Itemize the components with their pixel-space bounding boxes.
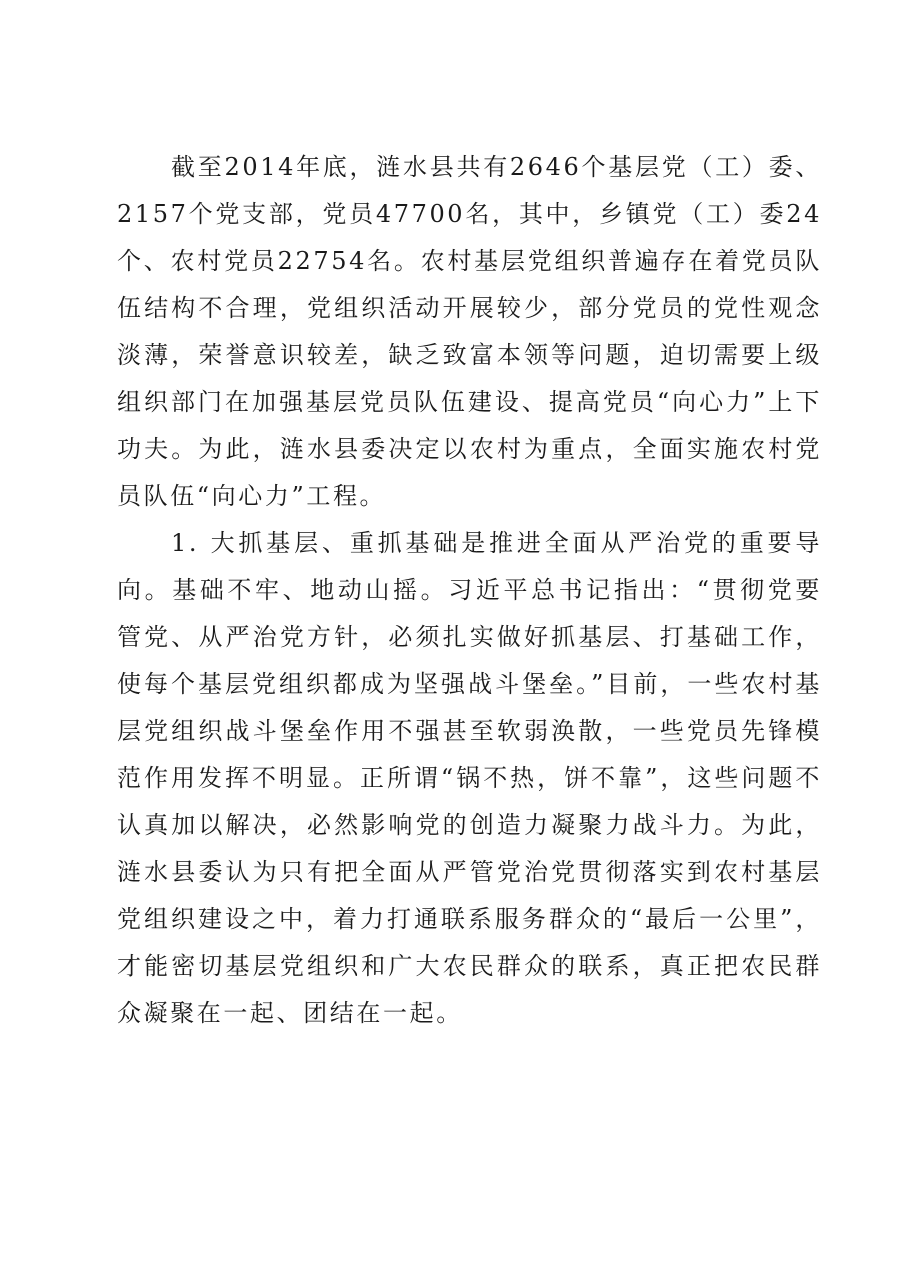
paragraph-intro: 截至2014年底，涟水县共有2646个基层党（工）委、2157个党支部，党员47700名，其中，乡镇党（工）委24个、农村党员22754名。农村基层党组织普遍存在着党员队伍结构不合理，党组织活动开展较少，部分党员的党性观念淡薄，荣誉意识较差，缺乏致富本领等问题，迫切需要上级组织部门在加强基层党员队伍建设、提高党员“向心力”上下功夫。为此，涟水县委决定以农村为重点，全面实施农村党员队伍“向心力”工程。	[117, 153, 822, 510]
document-body	[117, 144, 822, 1037]
paragraph-point-1: 1. 大抓基层、重抓基础是推进全面从严治党的重要导向。基础不牢、地动山摇。习近平总书记指出：“贯彻党要管党、从严治党方针，必须扎实做好抓基层、打基础工作，使每个基层党组织都成为坚强战斗堡垒。”目前，一些农村基层党组织战斗堡垒作用不强甚至软弱涣散，一些党员先锋模范作用发挥不明显。正所谓“锅不热，饼不靠”，这些问题不认真加以解决，必然影响党的创造力凝聚力战斗力。为此，涟水县委认为只有把全面从严管党治党贯彻落实到农村基层党组织建设之中，着力打通联系服务群众的“最后一公里”，才能密切基层党组织和广大农民群众的联系，真正把农民群众凝聚在一起、团结在一起。	[117, 529, 822, 1027]
